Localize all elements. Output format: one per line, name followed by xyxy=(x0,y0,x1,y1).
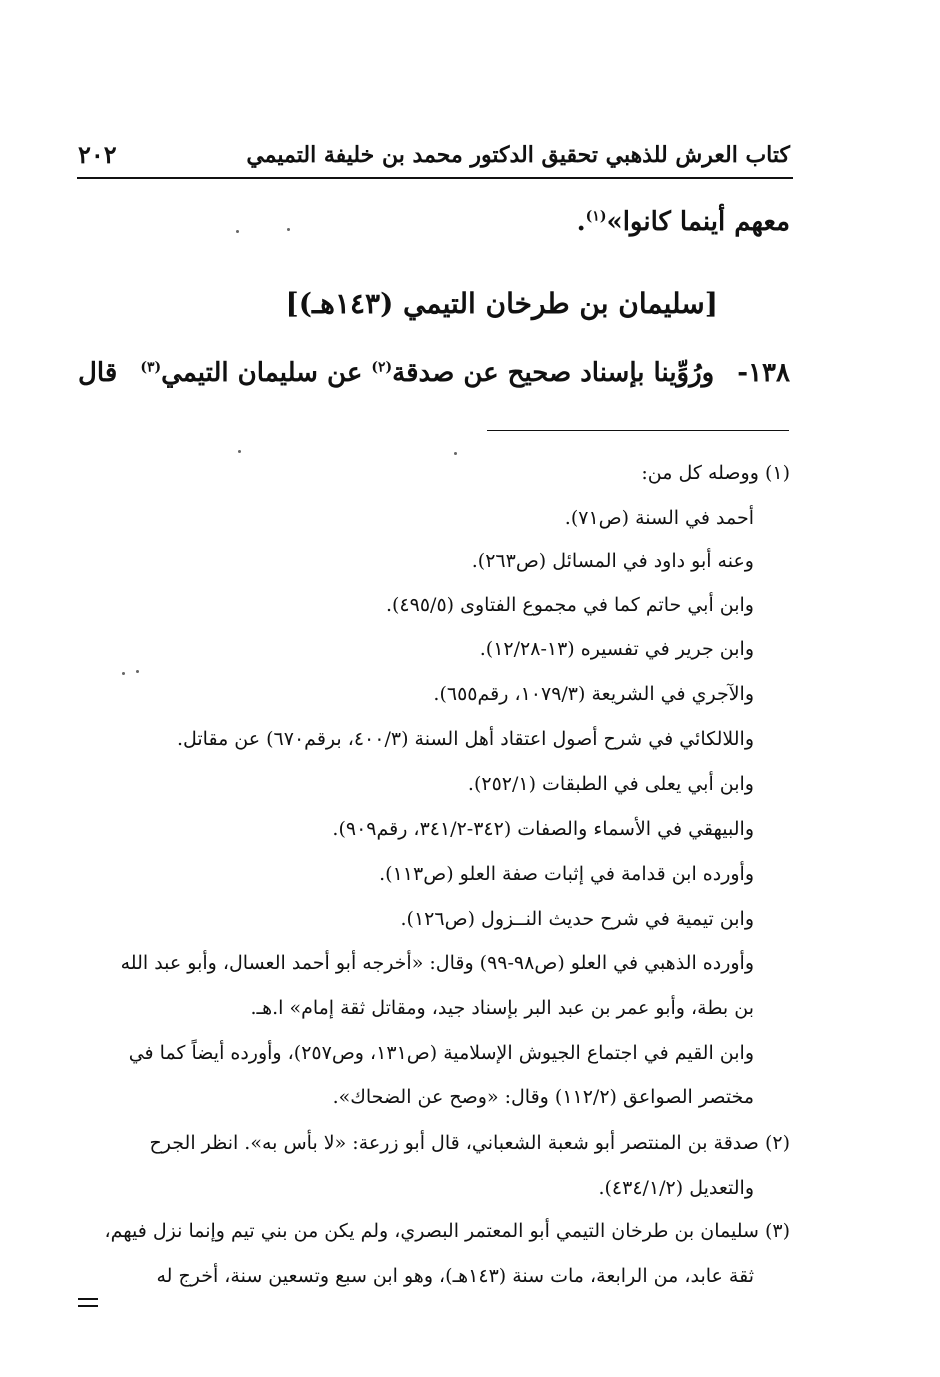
footnote-1-line: واللالكائي في شرح أصول اعتقاد أهل السنة (٤٠٠/٣، برقم٦٧٠) عن مقاتل. xyxy=(176,728,754,750)
footnote-1-line: وابن أبي حاتم كما في مجموع الفتاوى (٤٩٥/٥). xyxy=(385,594,754,616)
continuation-mark xyxy=(78,1298,98,1312)
running-header-title: كتاب العرش للذهبي تحقيق الدكتور محمد بن خليفة التميمي xyxy=(246,142,790,168)
entry-138 xyxy=(140,358,790,388)
entry-text-part2: عن سليمان التيمي xyxy=(161,358,372,388)
footnote-1-line: والبيهقي في الأسماء والصفات (٣٤٢-٣٤١/٢، رقم٩٠٩). xyxy=(332,818,754,840)
footnote-1-line: بن بطة، وأبو عمر بن عبد البر بإسناد جيد، ومقاتل ثقة إمام» ا.هـ. xyxy=(250,997,754,1019)
footnote-1-line: وعنه أبو داود في المسائل (ص٢٦٣). xyxy=(471,550,754,572)
footnote-3: (٣) سليمان بن طرخان التيمي أبو المعتمر البصري، ولم يكن من بني تيم وإنما نزل فيهم، xyxy=(104,1220,790,1242)
footnote-2: (٢) صدقة بن المنتصر أبو شعبة الشعباني، قال أبو زرعة: «لا بأس به». انظر الجرح xyxy=(149,1132,790,1154)
entry-number: ١٣٨- xyxy=(737,358,790,388)
footnote-ref-1: (١) xyxy=(585,208,607,225)
footnote-1-line: وابن جرير في تفسيره (١٣-١٢/٢٨). xyxy=(479,638,754,660)
body-line-1-end: . xyxy=(576,207,586,237)
header-divider xyxy=(77,177,793,179)
entry-text-tail: قال xyxy=(78,358,118,388)
body-line-1 xyxy=(577,207,790,237)
footnote-1-line: وابن القيم في اجتماع الجيوش الإسلامية (ص١٣١، وص٢٥٧)، وأورده أيضاً كما في xyxy=(128,1042,754,1064)
footnote-3-line: ثقة عابد، من الرابعة، مات سنة (١٤٣هـ)، وهو ابن سبع وتسعين سنة، أخرج له xyxy=(156,1265,754,1287)
section-heading: [سليمان بن طرخان التيمي (١٤٣هـ)] xyxy=(285,287,718,320)
footnote-1-line: مختصر الصواعق (١١٢/٢) وقال: «وصح عن الضحاك». xyxy=(332,1086,754,1108)
footnote-1-line: أحمد في السنة (ص٧١). xyxy=(564,507,754,529)
footnote-ref-2: (٢) xyxy=(371,359,393,376)
page-number: ٢٠٢ xyxy=(78,140,117,169)
footnote-1-line: وابن أبي يعلى في الطبقات (٢٥٢/١). xyxy=(467,773,754,795)
footnote-1-line: والآجري في الشريعة (١٠٧٩/٣، رقم٦٥٥). xyxy=(433,683,754,705)
footnote-1-label: (١) ووصله كل من: xyxy=(641,462,790,484)
footnote-divider xyxy=(487,430,789,431)
footnote-2-line: والتعديل (٤٣٤/١/٢). xyxy=(598,1177,754,1199)
footnote-ref-3: (٣) xyxy=(140,359,162,376)
footnote-1-line: وابن تيمية في شرح حديث النــزول (ص١٢٦). xyxy=(400,908,754,930)
entry-text-part1: ورُوِّينا بإسناد صحيح عن صدقة xyxy=(392,358,715,388)
body-line-1-text: معهم أينما كانوا» xyxy=(606,207,790,237)
footnote-1-line: وأورده ابن قدامة في إثبات صفة العلو (ص١١٣). xyxy=(379,863,754,885)
footnote-1-line: وأورده الذهبي في العلو (ص٩٨-٩٩) وقال: «أخرجه أبو أحمد العسال، وأبو عبد الله xyxy=(120,952,754,974)
